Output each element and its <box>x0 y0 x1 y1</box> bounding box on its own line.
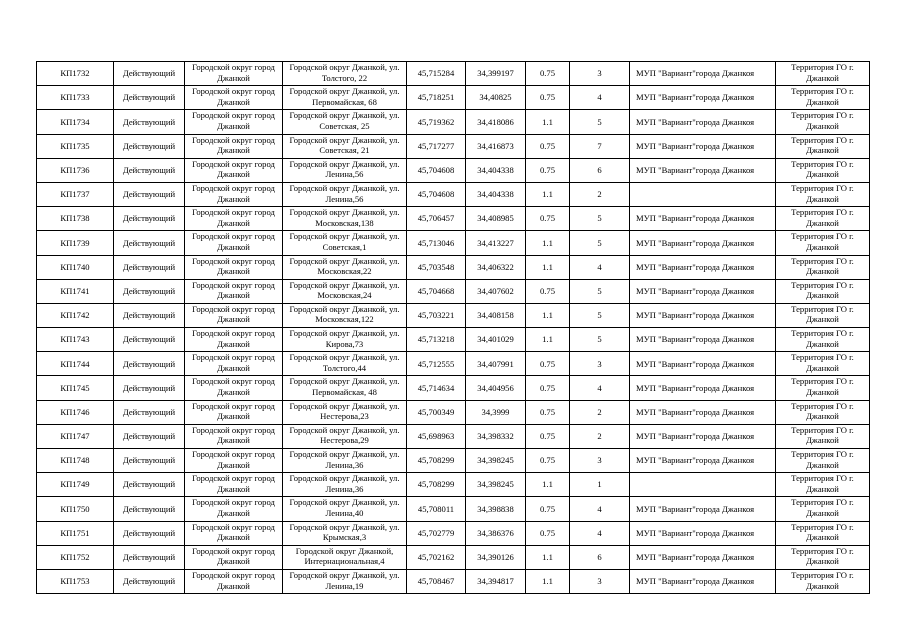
longitude-cell: 34,408985 <box>466 207 526 231</box>
territory-cell: Территория ГО г. Джанкой <box>776 110 870 134</box>
container-count-cell: 6 <box>570 545 630 569</box>
latitude-cell: 45,713046 <box>407 231 466 255</box>
municipality-cell: Городской округ город Джанкой <box>185 521 283 545</box>
longitude-cell: 34,407602 <box>466 279 526 303</box>
status-cell: Действующий <box>114 231 185 255</box>
territory-cell: Территория ГО г. Джанкой <box>776 545 870 569</box>
territory-cell: Территория ГО г. Джанкой <box>776 328 870 352</box>
address-cell: Городской округ Джанкой, ул. Советская,1 <box>283 231 407 255</box>
operator-cell <box>630 473 776 497</box>
address-cell: Городской округ Джанкой, ул. Нестерова,23 <box>283 400 407 424</box>
address-cell: Городской округ Джанкой, ул. Первомайская, 68 <box>283 86 407 110</box>
longitude-cell: 34,399197 <box>466 62 526 86</box>
operator-cell: МУП "Вариант"города Джанкоя <box>630 86 776 110</box>
municipality-cell: Городской округ город Джанкой <box>185 424 283 448</box>
status-cell: Действующий <box>114 352 185 376</box>
address-cell: Городской округ Джанкой, ул. Московская,138 <box>283 207 407 231</box>
volume-cell: 1.1 <box>526 303 570 327</box>
status-cell: Действующий <box>114 303 185 327</box>
territory-cell: Территория ГО г. Джанкой <box>776 376 870 400</box>
municipality-cell: Городской округ город Джанкой <box>185 545 283 569</box>
site-id-cell: КП1743 <box>37 328 114 352</box>
longitude-cell: 34,398245 <box>466 449 526 473</box>
address-cell: Городской округ Джанкой, ул. Ленина,40 <box>283 497 407 521</box>
municipality-cell: Городской округ город Джанкой <box>185 449 283 473</box>
status-cell: Действующий <box>114 86 185 110</box>
longitude-cell: 34,394817 <box>466 569 526 593</box>
status-cell: Действующий <box>114 279 185 303</box>
container-count-cell: 4 <box>570 521 630 545</box>
status-cell: Действующий <box>114 158 185 182</box>
status-cell: Действующий <box>114 376 185 400</box>
longitude-cell: 34,401029 <box>466 328 526 352</box>
site-id-cell: КП1746 <box>37 400 114 424</box>
container-count-cell: 5 <box>570 207 630 231</box>
longitude-cell: 34,40825 <box>466 86 526 110</box>
latitude-cell: 45,715284 <box>407 62 466 86</box>
status-cell: Действующий <box>114 328 185 352</box>
operator-cell: МУП "Вариант"города Джанкоя <box>630 158 776 182</box>
municipality-cell: Городской округ город Джанкой <box>185 255 283 279</box>
longitude-cell: 34,398332 <box>466 424 526 448</box>
territory-cell: Территория ГО г. Джанкой <box>776 231 870 255</box>
municipality-cell: Городской округ город Джанкой <box>185 303 283 327</box>
registry-table <box>36 61 870 594</box>
address-cell: Городской округ Джанкой, ул. Ленина,56 <box>283 182 407 206</box>
volume-cell: 0.75 <box>526 279 570 303</box>
municipality-cell: Городской округ город Джанкой <box>185 158 283 182</box>
latitude-cell: 45,713218 <box>407 328 466 352</box>
container-count-cell: 7 <box>570 134 630 158</box>
address-cell: Городской округ Джанкой, ул. Советская, 21 <box>283 134 407 158</box>
table-row <box>37 158 870 182</box>
longitude-cell: 34,406322 <box>466 255 526 279</box>
status-cell: Действующий <box>114 569 185 593</box>
status-cell: Действующий <box>114 449 185 473</box>
volume-cell: 1.1 <box>526 569 570 593</box>
latitude-cell: 45,712555 <box>407 352 466 376</box>
site-id-cell: КП1735 <box>37 134 114 158</box>
volume-cell: 1.1 <box>526 545 570 569</box>
site-id-cell: КП1748 <box>37 449 114 473</box>
latitude-cell: 45,703221 <box>407 303 466 327</box>
longitude-cell: 34,390126 <box>466 545 526 569</box>
address-cell: Городской округ Джанкой, ул. Московская,22 <box>283 255 407 279</box>
container-count-cell: 5 <box>570 303 630 327</box>
volume-cell: 0.75 <box>526 449 570 473</box>
latitude-cell: 45,714634 <box>407 376 466 400</box>
territory-cell: Территория ГО г. Джанкой <box>776 134 870 158</box>
volume-cell: 0.75 <box>526 376 570 400</box>
table-row <box>37 376 870 400</box>
site-id-cell: КП1750 <box>37 497 114 521</box>
municipality-cell: Городской округ город Джанкой <box>185 497 283 521</box>
address-cell: Городской округ Джанкой, ул. Первомайская, 48 <box>283 376 407 400</box>
operator-cell: МУП "Вариант"города Джанкоя <box>630 328 776 352</box>
longitude-cell: 34,407991 <box>466 352 526 376</box>
volume-cell: 0.75 <box>526 62 570 86</box>
operator-cell: МУП "Вариант"города Джанкоя <box>630 521 776 545</box>
operator-cell: МУП "Вариант"города Джанкоя <box>630 545 776 569</box>
status-cell: Действующий <box>114 134 185 158</box>
table-row <box>37 449 870 473</box>
operator-cell: МУП "Вариант"города Джанкоя <box>630 424 776 448</box>
latitude-cell: 45,702162 <box>407 545 466 569</box>
territory-cell: Территория ГО г. Джанкой <box>776 62 870 86</box>
operator-cell <box>630 182 776 206</box>
container-count-cell: 2 <box>570 400 630 424</box>
latitude-cell: 45,704608 <box>407 182 466 206</box>
volume-cell: 0.75 <box>526 86 570 110</box>
status-cell: Действующий <box>114 62 185 86</box>
latitude-cell: 45,702779 <box>407 521 466 545</box>
volume-cell: 0.75 <box>526 352 570 376</box>
table-row <box>37 521 870 545</box>
container-count-cell: 4 <box>570 497 630 521</box>
status-cell: Действующий <box>114 207 185 231</box>
volume-cell: 0.75 <box>526 497 570 521</box>
territory-cell: Территория ГО г. Джанкой <box>776 473 870 497</box>
table-row <box>37 62 870 86</box>
municipality-cell: Городской округ город Джанкой <box>185 86 283 110</box>
latitude-cell: 45,700349 <box>407 400 466 424</box>
address-cell: Городской округ Джанкой, ул. Ленина,36 <box>283 449 407 473</box>
municipality-cell: Городской округ город Джанкой <box>185 376 283 400</box>
volume-cell: 0.75 <box>526 158 570 182</box>
table-row <box>37 328 870 352</box>
container-count-cell: 3 <box>570 62 630 86</box>
territory-cell: Территория ГО г. Джанкой <box>776 279 870 303</box>
volume-cell: 1.1 <box>526 110 570 134</box>
operator-cell: МУП "Вариант"города Джанкоя <box>630 207 776 231</box>
volume-cell: 1.1 <box>526 328 570 352</box>
volume-cell: 1.1 <box>526 255 570 279</box>
container-count-cell: 2 <box>570 424 630 448</box>
site-id-cell: КП1745 <box>37 376 114 400</box>
container-count-cell: 3 <box>570 352 630 376</box>
site-id-cell: КП1742 <box>37 303 114 327</box>
container-count-cell: 2 <box>570 182 630 206</box>
latitude-cell: 45,698963 <box>407 424 466 448</box>
table-row <box>37 569 870 593</box>
latitude-cell: 45,719362 <box>407 110 466 134</box>
operator-cell: МУП "Вариант"города Джанкоя <box>630 352 776 376</box>
table-row <box>37 279 870 303</box>
container-count-cell: 3 <box>570 449 630 473</box>
municipality-cell: Городской округ город Джанкой <box>185 231 283 255</box>
container-count-cell: 4 <box>570 86 630 110</box>
territory-cell: Территория ГО г. Джанкой <box>776 182 870 206</box>
longitude-cell: 34,398838 <box>466 497 526 521</box>
municipality-cell: Городской округ город Джанкой <box>185 207 283 231</box>
container-count-cell: 4 <box>570 376 630 400</box>
address-cell: Городской округ Джанкой, ул. Толстого,44 <box>283 352 407 376</box>
table-row <box>37 473 870 497</box>
address-cell: Городской округ Джанкой, ул. Крымская,3 <box>283 521 407 545</box>
territory-cell: Территория ГО г. Джанкой <box>776 521 870 545</box>
container-count-cell: 6 <box>570 158 630 182</box>
operator-cell: МУП "Вариант"города Джанкоя <box>630 134 776 158</box>
municipality-cell: Городской округ город Джанкой <box>185 134 283 158</box>
territory-cell: Территория ГО г. Джанкой <box>776 255 870 279</box>
address-cell: Городской округ Джанкой, ул. Московская,122 <box>283 303 407 327</box>
site-id-cell: КП1749 <box>37 473 114 497</box>
volume-cell: 0.75 <box>526 400 570 424</box>
longitude-cell: 34,404956 <box>466 376 526 400</box>
latitude-cell: 45,703548 <box>407 255 466 279</box>
longitude-cell: 34,398245 <box>466 473 526 497</box>
municipality-cell: Городской округ город Джанкой <box>185 279 283 303</box>
operator-cell: МУП "Вариант"города Джанкоя <box>630 279 776 303</box>
address-cell: Городской округ Джанкой, ул. Ленина,36 <box>283 473 407 497</box>
table-row <box>37 182 870 206</box>
latitude-cell: 45,708467 <box>407 569 466 593</box>
address-cell: Городской округ Джанкой, Интернациональная,4 <box>283 545 407 569</box>
longitude-cell: 34,408158 <box>466 303 526 327</box>
municipality-cell: Городской округ город Джанкой <box>185 352 283 376</box>
municipality-cell: Городской округ город Джанкой <box>185 569 283 593</box>
longitude-cell: 34,404338 <box>466 182 526 206</box>
latitude-cell: 45,708299 <box>407 449 466 473</box>
volume-cell: 0.75 <box>526 424 570 448</box>
container-count-cell: 5 <box>570 110 630 134</box>
site-id-cell: КП1741 <box>37 279 114 303</box>
operator-cell: МУП "Вариант"города Джанкоя <box>630 569 776 593</box>
volume-cell: 1.1 <box>526 182 570 206</box>
latitude-cell: 45,704668 <box>407 279 466 303</box>
operator-cell: МУП "Вариант"города Джанкоя <box>630 255 776 279</box>
table-row <box>37 134 870 158</box>
site-id-cell: КП1732 <box>37 62 114 86</box>
address-cell: Городской округ Джанкой, ул. Советская, 25 <box>283 110 407 134</box>
territory-cell: Территория ГО г. Джанкой <box>776 400 870 424</box>
territory-cell: Территория ГО г. Джанкой <box>776 449 870 473</box>
table-row <box>37 545 870 569</box>
site-id-cell: КП1739 <box>37 231 114 255</box>
site-id-cell: КП1753 <box>37 569 114 593</box>
status-cell: Действующий <box>114 497 185 521</box>
territory-cell: Территория ГО г. Джанкой <box>776 158 870 182</box>
table-row <box>37 497 870 521</box>
site-id-cell: КП1734 <box>37 110 114 134</box>
table-row <box>37 207 870 231</box>
latitude-cell: 45,704608 <box>407 158 466 182</box>
site-id-cell: КП1738 <box>37 207 114 231</box>
table-body <box>37 62 870 594</box>
latitude-cell: 45,706457 <box>407 207 466 231</box>
status-cell: Действующий <box>114 545 185 569</box>
site-id-cell: КП1736 <box>37 158 114 182</box>
territory-cell: Территория ГО г. Джанкой <box>776 569 870 593</box>
site-id-cell: КП1752 <box>37 545 114 569</box>
longitude-cell: 34,413227 <box>466 231 526 255</box>
container-count-cell: 3 <box>570 569 630 593</box>
site-id-cell: КП1751 <box>37 521 114 545</box>
status-cell: Действующий <box>114 400 185 424</box>
table-row <box>37 255 870 279</box>
table-row <box>37 303 870 327</box>
status-cell: Действующий <box>114 110 185 134</box>
site-id-cell: КП1737 <box>37 182 114 206</box>
address-cell: Городской округ Джанкой, ул. Московская,24 <box>283 279 407 303</box>
operator-cell: МУП "Вариант"города Джанкоя <box>630 62 776 86</box>
longitude-cell: 34,386376 <box>466 521 526 545</box>
municipality-cell: Городской округ город Джанкой <box>185 473 283 497</box>
latitude-cell: 45,708011 <box>407 497 466 521</box>
table-row <box>37 424 870 448</box>
table-row <box>37 352 870 376</box>
territory-cell: Территория ГО г. Джанкой <box>776 497 870 521</box>
volume-cell: 0.75 <box>526 134 570 158</box>
container-count-cell: 5 <box>570 279 630 303</box>
volume-cell: 1.1 <box>526 231 570 255</box>
territory-cell: Территория ГО г. Джанкой <box>776 352 870 376</box>
address-cell: Городской округ Джанкой, ул. Ленина,19 <box>283 569 407 593</box>
longitude-cell: 34,418086 <box>466 110 526 134</box>
municipality-cell: Городской округ город Джанкой <box>185 400 283 424</box>
site-id-cell: КП1744 <box>37 352 114 376</box>
operator-cell: МУП "Вариант"города Джанкоя <box>630 231 776 255</box>
table-row <box>37 110 870 134</box>
container-count-cell: 5 <box>570 231 630 255</box>
operator-cell: МУП "Вариант"города Джанкоя <box>630 110 776 134</box>
table-row <box>37 86 870 110</box>
address-cell: Городской округ Джанкой, ул. Кирова,73 <box>283 328 407 352</box>
container-count-cell: 5 <box>570 328 630 352</box>
table-row <box>37 231 870 255</box>
site-id-cell: КП1733 <box>37 86 114 110</box>
latitude-cell: 45,708299 <box>407 473 466 497</box>
address-cell: Городской округ Джанкой, ул. Нестерова,29 <box>283 424 407 448</box>
municipality-cell: Городской округ город Джанкой <box>185 182 283 206</box>
container-count-cell: 4 <box>570 255 630 279</box>
longitude-cell: 34,416873 <box>466 134 526 158</box>
status-cell: Действующий <box>114 424 185 448</box>
territory-cell: Территория ГО г. Джанкой <box>776 424 870 448</box>
latitude-cell: 45,718251 <box>407 86 466 110</box>
address-cell: Городской округ Джанкой, ул. Толстого, 22 <box>283 62 407 86</box>
volume-cell: 0.75 <box>526 207 570 231</box>
longitude-cell: 34,3999 <box>466 400 526 424</box>
operator-cell: МУП "Вариант"города Джанкоя <box>630 376 776 400</box>
territory-cell: Территория ГО г. Джанкой <box>776 303 870 327</box>
territory-cell: Территория ГО г. Джанкой <box>776 207 870 231</box>
territory-cell: Территория ГО г. Джанкой <box>776 86 870 110</box>
municipality-cell: Городской округ город Джанкой <box>185 328 283 352</box>
latitude-cell: 45,717277 <box>407 134 466 158</box>
status-cell: Действующий <box>114 255 185 279</box>
table-row <box>37 400 870 424</box>
volume-cell: 1.1 <box>526 473 570 497</box>
site-id-cell: КП1747 <box>37 424 114 448</box>
volume-cell: 0.75 <box>526 521 570 545</box>
status-cell: Действующий <box>114 473 185 497</box>
operator-cell: МУП "Вариант"города Джанкоя <box>630 303 776 327</box>
container-count-cell: 1 <box>570 473 630 497</box>
municipality-cell: Городской округ город Джанкой <box>185 62 283 86</box>
status-cell: Действующий <box>114 521 185 545</box>
site-id-cell: КП1740 <box>37 255 114 279</box>
status-cell: Действующий <box>114 182 185 206</box>
municipality-cell: Городской округ город Джанкой <box>185 110 283 134</box>
longitude-cell: 34,404338 <box>466 158 526 182</box>
operator-cell: МУП "Вариант"города Джанкоя <box>630 400 776 424</box>
address-cell: Городской округ Джанкой, ул. Ленина,56 <box>283 158 407 182</box>
operator-cell: МУП "Вариант"города Джанкоя <box>630 449 776 473</box>
operator-cell: МУП "Вариант"города Джанкоя <box>630 497 776 521</box>
